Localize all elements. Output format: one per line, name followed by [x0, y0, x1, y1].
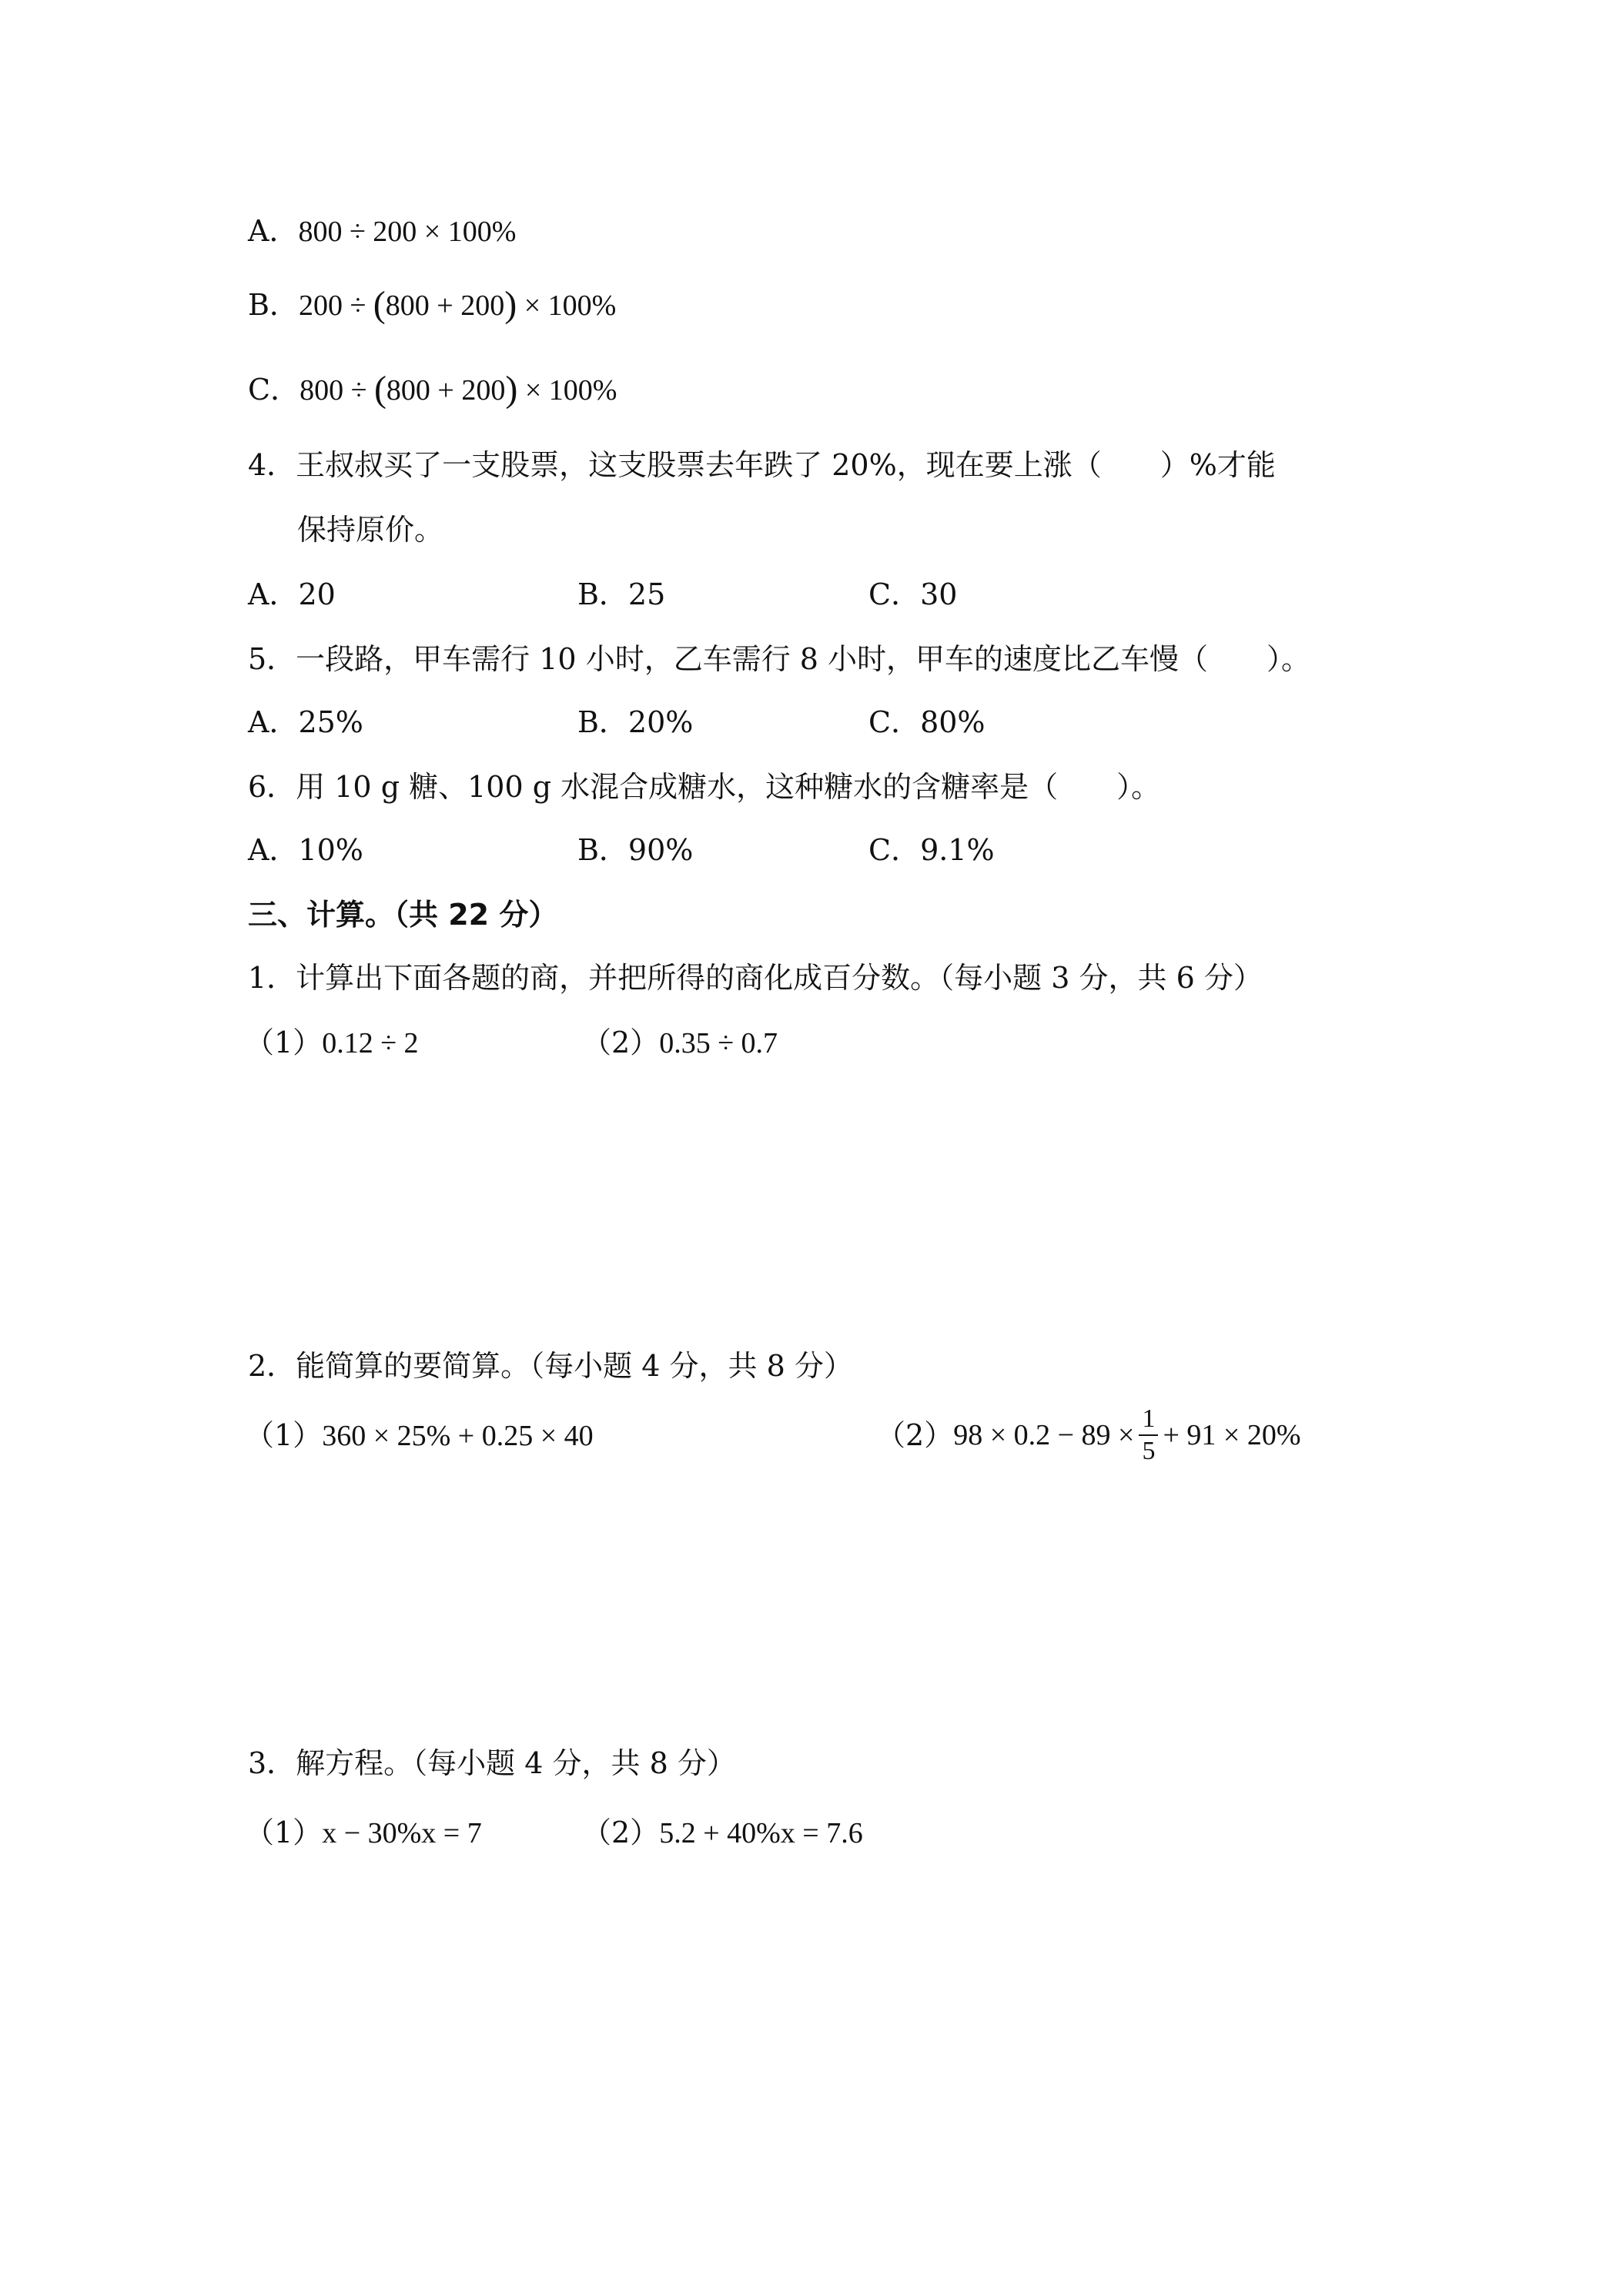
item-expression: 0.12 ÷ 2 — [322, 1027, 419, 1059]
close-paren-glyph: ) — [504, 284, 517, 325]
q4-text-line1: 4．王叔叔买了一支股票，这支股票去年跌了 20%，现在要上涨（ ）%才能 — [248, 448, 1276, 482]
item-label: （1） — [245, 1026, 323, 1059]
open-paren-glyph: ( — [373, 284, 386, 325]
fraction-numerator: 1 — [1139, 1404, 1158, 1436]
close-paren-glyph: ) — [505, 369, 518, 410]
q4-text-line2: 保持原价。 — [297, 513, 444, 547]
q4-option-c: C．30 — [868, 577, 958, 611]
q6-text: 6．用 10 g 糖、100 g 水混合成糖水，这种糖水的含糖率是（ ）。 — [248, 770, 1161, 804]
option-expression-pre: 800 ÷ — [300, 374, 374, 407]
q5-option-c: C．80% — [868, 705, 986, 739]
option-expression-inner: 800 + 200 — [386, 374, 506, 407]
fraction — [1139, 1404, 1158, 1467]
fraction-denominator: 5 — [1142, 1437, 1156, 1465]
part3-instructions: 3．解方程。（每小题 4 分，共 8 分） — [248, 1746, 736, 1780]
open-paren-glyph: ( — [373, 369, 387, 410]
option-expression-pre: 200 ÷ — [298, 290, 373, 322]
part1-item2 — [582, 1022, 778, 1063]
q5-text: 5．一段路，甲车需行 10 小时，乙车需行 8 小时，甲车的速度比乙车慢（ ）。 — [248, 642, 1311, 676]
section-heading: 三、计算。（共 22 分） — [248, 898, 558, 932]
q4-option-b: B．25 — [577, 577, 666, 611]
option-label: A． — [248, 214, 299, 248]
part3-item1 — [245, 1812, 482, 1853]
part1-instructions: 1．计算出下面各题的商，并把所得的商化成百分数。（每小题 3 分，共 6 分） — [248, 961, 1263, 995]
item-expression: 5.2 + 40%x = 7.6 — [659, 1817, 863, 1849]
part2-item2 — [876, 1395, 1301, 1475]
option-label: B． — [248, 288, 299, 322]
item-label: （1） — [245, 1816, 323, 1849]
q3-option-b — [248, 283, 616, 326]
item-expression-post: + 91 × 20% — [1163, 1419, 1301, 1451]
item-label: （2） — [582, 1026, 660, 1059]
item-label: （1） — [245, 1418, 323, 1452]
q6-option-a: A．10% — [248, 833, 363, 867]
item-expression: 360 × 25% + 0.25 × 40 — [322, 1420, 594, 1452]
part3-item2 — [582, 1812, 863, 1853]
q5-option-a: A．25% — [248, 705, 363, 739]
part2-instructions: 2．能简算的要简算。（每小题 4 分，共 8 分） — [248, 1349, 853, 1383]
q6-option-b: B．90% — [577, 833, 694, 867]
part2-item1 — [245, 1415, 594, 1456]
q4-option-a: A．20 — [248, 577, 336, 611]
item-expression: 0.35 ÷ 0.7 — [659, 1027, 778, 1059]
q3-option-c — [248, 368, 617, 410]
item-expression: x − 30%x = 7 — [322, 1817, 482, 1849]
q3-option-a — [248, 211, 516, 252]
option-expression: 800 ÷ 200 × 100% — [298, 216, 517, 248]
option-expression-post: × 100% — [517, 374, 617, 407]
option-expression-post: × 100% — [517, 290, 617, 322]
item-expression-pre: 98 × 0.2 − 89 × — [953, 1419, 1135, 1451]
item-label: （2） — [876, 1418, 954, 1452]
item-label: （2） — [582, 1816, 660, 1849]
q5-option-b: B．20% — [577, 705, 694, 739]
part1-item1 — [245, 1022, 419, 1063]
option-label: C． — [248, 373, 300, 407]
option-expression-inner: 800 + 200 — [385, 290, 505, 322]
q6-option-c: C．9.1% — [868, 833, 995, 867]
